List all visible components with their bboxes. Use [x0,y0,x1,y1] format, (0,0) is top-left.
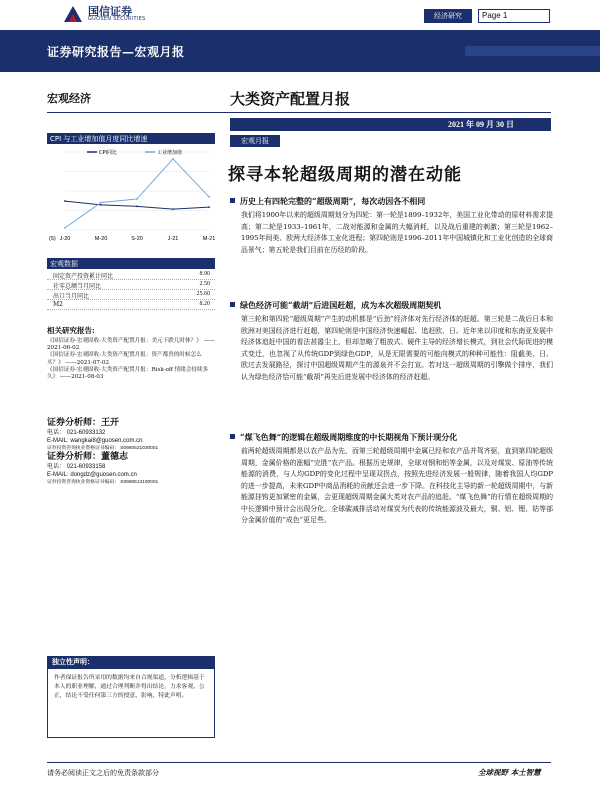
series-line [65,159,209,228]
bullet-dot [230,198,235,203]
analyst-name: 证券分析师：王开 [47,418,120,428]
page-number: Page 1 [478,9,550,23]
logo-en: GUOSEN SECURITIES [88,16,146,22]
monthly-tag: 宏观月报 [230,135,280,147]
x-tick-label: M-21 [202,236,215,242]
bullet-heading [230,432,457,443]
analyst-email[interactable]: E-MAIL: dongdz@guosen.com.cn [47,472,137,478]
x-tick-label: S-20 [131,236,143,242]
company-logo [62,2,182,26]
logo-cn: 国信证券 [88,5,132,18]
analyst-phone: 电话： 021-60933132 [47,430,106,436]
divider [47,112,551,113]
bullet-heading-text: 绿色经济可能“截胡”后进国赶超，成为本次超级周期契机 [240,300,442,310]
x-tick-label: M-20 [94,236,108,242]
data-point [136,198,138,200]
data-row [47,280,215,290]
band-title: 证券研究报告—宏观月报 [47,45,185,59]
analyst-cert: 证券投资咨询执业资格证书编码： S0980521030001 [47,446,159,451]
bullet-heading [230,300,441,311]
analyst-cert: 证券投资咨询执业资格证书编码： S0980513100001 [47,480,159,485]
report-type-tag: 经济研究 [424,9,472,23]
footer-slogan: 全球视野 本土智慧 [478,768,541,777]
bullet-heading [230,196,425,207]
bullet-paragraph: 前两轮超级周期都是以农产品为先，而第三轮超级周期中金属已经和农产品并驾齐驱，直到第四轮超级周期，金属价格的涨幅“完胜”农产品。根据历史规律，全球对钢和铝等金属，以及对煤炭、原油等传统能源的消费，与人均GDP的变化过程中呈现双拐点，按照先进经济发展一般规律，随着我国人均GDP的进一步提高，未来GDP中商品消耗的贡献还会进一步下降。在科技化主导的新一轮超级周期中，与新能源挂钩更加紧密的金属，会更现超级周期金属大类对农产品的追赶。“煤飞色舞”的行情在超级周期的中长逻辑中预计会出现分化。全球碳减排活动对煤炭为代表的传统能源波及最大，铜、铝、锂、钴等部分金属价值的“成色”更足些。 [241,447,553,524]
data-row [47,300,215,310]
data-point [136,205,138,207]
data-label: 出口当月同比 [53,293,90,300]
data-point [64,200,66,202]
bullet-heading-text: 历史上有四轮完整的“超级周期”，每次动因各不相同 [240,196,426,206]
analyst-info [47,418,217,486]
bullet-dot [230,434,235,439]
analyst-name: 证券分析师：董德志 [47,452,129,462]
data-row [47,290,215,300]
analyst-email[interactable]: E-MAIL: wangkai8@guosen.com.cn [47,438,143,444]
data-point [172,208,174,210]
data-row [47,270,215,280]
related-item[interactable]: 《国信证券-宏观固收-大类资产配置月报：Risk-off 情绪会持续多久》 ——2021-08-03 [47,366,209,381]
bullet-paragraph: 我们将1900年以来的超级周期划分为四轮：第一轮是1899–1932年，美国工业化带动的原材料需求提高；第二轮是1933–1961年，二战对能源和金属的大幅消耗，以及战后重建的刺激；第三轮是1962–1995年间美、欧两大经济体工业化进程；第四轮则是1996–2011年中国城镇化和工业化创造的全球商品景气；第五轮是我们目前在历经的阶段。 [241,211,553,254]
data-label: 社零总额当月同比 [53,283,102,290]
data-value: 8.90 [199,271,210,277]
related-heading: 相关研究报告: [47,326,95,335]
legend-label: CPI同比 [99,150,117,156]
x-tick-label: J-21 [167,236,179,242]
bullet-dot [230,302,235,307]
macro-data-table [47,270,215,310]
x-tick-label: J-20 [59,236,71,242]
bullet-heading-text: “煤飞色舞”的逻辑在超级周期维度的中长期视角下预计现分化 [240,432,458,442]
data-label: 固定资产投资累计同比 [53,273,114,280]
data-label: M2 [53,301,63,308]
legend-label: 工业增加值 [157,150,183,156]
data-value: 2.50 [199,281,210,287]
chart-svg [47,146,215,244]
main-title: 探寻本轮超级周期的潜在动能 [228,165,462,185]
footer-divider [47,762,551,763]
data-point [64,227,66,229]
data-point [208,206,210,208]
section-name: 宏观经济 [47,92,91,105]
data-point [172,158,174,160]
report-series-title: 大类资产配置月报 [230,90,351,108]
analyst-phone: 电话： 021-60933158 [47,464,106,470]
data-value: 25.60 [196,291,210,297]
band-accent [465,46,600,56]
cpi-ip-chart [47,146,215,244]
data-point [100,204,102,206]
report-header [0,0,600,28]
data-point [100,202,102,204]
macro-data-title: 宏观数据 [50,260,78,268]
data-point [208,196,210,198]
logo-icon [62,4,84,24]
related-item[interactable]: 《国信证券-宏观固收-大类资产配置月报：资产都贵的时候怎么买？》 ——2021-07-02 [47,352,202,366]
data-value: 8.20 [199,301,210,307]
statement-title: 独立性声明： [52,657,94,666]
statement-body: 作者保证报告所采用的数据均来自合规渠道，分析逻辑基于本人的职业理解，通过合理判断并得出结论，力求客观、公正，结论不受任何第三方的授意、影响，特此声明。 [47,668,215,738]
footer-disclaimer: 请务必阅读正文之后的免责条款部分 [47,769,159,777]
chart-title: CPI 与工业增加值月度同比增速 [50,135,148,143]
report-date: 2021 年 09 月 30 日 [448,120,514,129]
related-reports [47,325,217,381]
bullet-paragraph: 第三轮和第四轮“超级周期”产生的动机都是“后劲”经济体对先行经济体的赶超。第三轮是二战后日本和欧洲对美国经济进行赶超，第四轮则是中国经济快速崛起、追赶欧、日。近年来以印度和东南亚发展中经济体追赶中国的看法甚嚣尘上，但却忽略了粗放式、硬件主导的经济增长模式，到社会代际促进的模式变迁，也忽视了从传统GDP到绿色GDP，从是无限需要的可能向模式的种种可能性：阻截美、日、欧过去发展路径，探讨中国超级周期产生的源泉并不会打宣。若对这一超级周期的引擎做个排序，我们认为绿色经济恰可能“截胡”再先后进发展中经济体的经济赶超。 [241,315,553,381]
y-tick-label: (5) [49,236,56,242]
series-line [65,201,209,209]
related-item[interactable]: 《国信证券-宏观固收-大类资产配置月报：美元下跌几时休？》 ——2021-06-02 [47,338,215,352]
